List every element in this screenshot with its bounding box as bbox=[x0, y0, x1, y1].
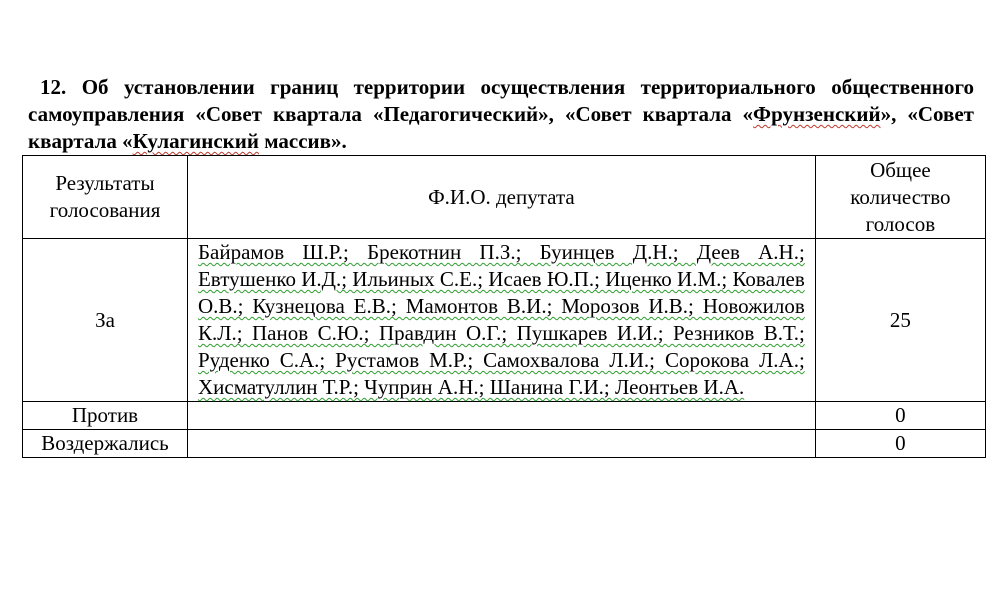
header-total: Общее количество голосов bbox=[815, 156, 985, 239]
cell-deputies bbox=[187, 430, 815, 458]
cell-result: За bbox=[23, 239, 188, 402]
cell-deputies bbox=[187, 239, 815, 402]
heading-text: массив». bbox=[258, 129, 347, 153]
voting-results-table bbox=[22, 155, 986, 458]
table-row-for bbox=[23, 239, 986, 402]
table-row-abstained bbox=[23, 430, 986, 458]
cell-result: Против bbox=[23, 402, 188, 430]
heading-text: », «Совет квартала « bbox=[28, 102, 974, 153]
cell-total: 0 bbox=[815, 430, 985, 458]
cell-total: 25 bbox=[815, 239, 985, 402]
cell-deputies bbox=[187, 402, 815, 430]
heading-text: Об установлении границ территории осуществления территориального общественного самоуправления «Совет квартала «Педагогический», «Совет квартала « bbox=[28, 75, 975, 126]
heading-text-misspelled: Кулагинский bbox=[132, 129, 259, 153]
header-deputy: Ф.И.О. депутата bbox=[187, 156, 815, 239]
cell-result: Воздержались bbox=[23, 430, 188, 458]
header-result: Результаты голосования bbox=[23, 156, 188, 239]
agenda-item-heading bbox=[28, 74, 974, 155]
item-number: 12. bbox=[40, 75, 67, 99]
cell-total: 0 bbox=[815, 402, 985, 430]
table-row-against bbox=[23, 402, 986, 430]
heading-text-misspelled: Фрунзенский bbox=[753, 102, 881, 126]
deputies-list: Байрамов Ш.Р.; Брекотнин П.З.; Буинцев Д.Н.; Деев А.Н.; Евтушенко И.Д.; Ильиных С.Е.; Исаев Ю.П.; Иценко И.М.; Ковалев О.В.; Кузнецова Е.В.; Мамонтов В.И.; Морозов И.В.; Новожилов К.Л.; Панов С.Ю.; Правдин О.Г.; Пушкарев И.И.; Резников В.Т.; Руденко С.А.; Рустамов М.Р.; Самохвалова Л.И.; Сорокова Л.А.; Хисматуллин Т.Р.; Чуприн А.Н.; Шанина Г.И.; Леонтьев И.А. bbox=[197, 240, 805, 399]
table-header-row bbox=[23, 156, 986, 239]
